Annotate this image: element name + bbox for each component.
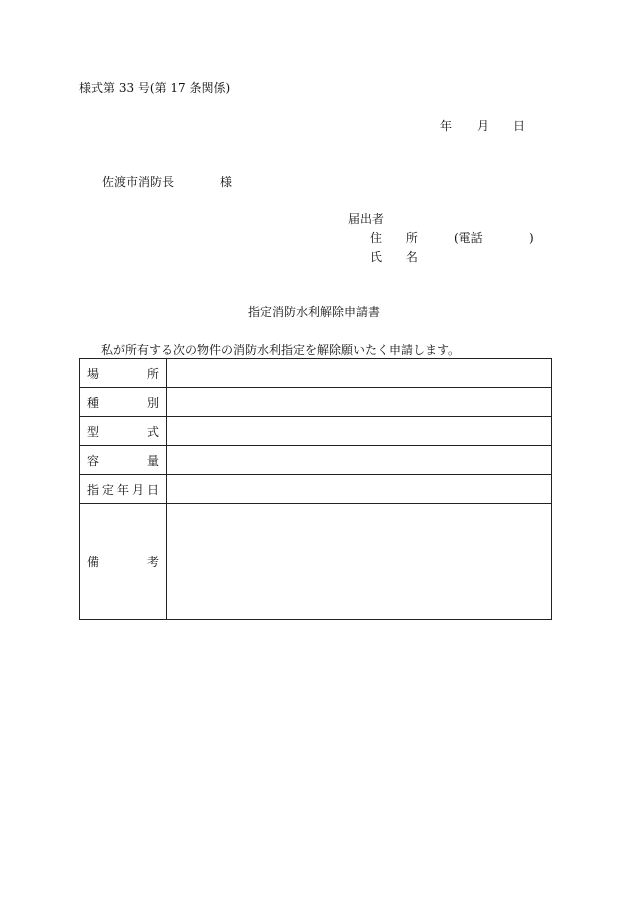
date-day-label: 日	[513, 119, 526, 133]
label-char: 型	[87, 424, 100, 439]
addressee-name: 佐渡市消防長	[102, 175, 175, 189]
document-title: 指定消防水利解除申請書	[248, 305, 381, 319]
date-year-label: 年	[440, 119, 453, 133]
label-location	[80, 359, 167, 388]
application-table	[79, 358, 552, 620]
value-location[interactable]	[167, 359, 552, 388]
label-char: 場	[87, 366, 100, 381]
value-model[interactable]	[167, 417, 552, 446]
table-row-location	[80, 359, 552, 388]
label-model	[80, 417, 167, 446]
label-char: 容	[87, 453, 100, 468]
addressee	[102, 175, 232, 189]
notifier-address-line	[370, 231, 534, 245]
label-char: 別	[146, 395, 159, 410]
label-char: 指	[87, 482, 100, 497]
date-line	[440, 119, 525, 133]
label-char: 種	[87, 395, 100, 410]
label-char: 日	[146, 482, 159, 497]
notifier-name-label: 氏 名	[370, 250, 428, 264]
label-char: 定	[101, 482, 114, 497]
form-number: 様式第 33 号(第 17 条関係)	[79, 81, 231, 95]
label-char: 量	[146, 453, 159, 468]
label-char: 月	[131, 482, 144, 497]
notifier-label: 届出者	[348, 212, 385, 226]
label-char: 所	[146, 366, 159, 381]
phone-open-label: (電話	[454, 231, 483, 245]
table-row-type	[80, 388, 552, 417]
phone-close-label: )	[529, 231, 534, 245]
label-capacity	[80, 446, 167, 475]
addressee-honorific: 様	[220, 175, 233, 189]
value-remarks[interactable]	[167, 504, 552, 620]
label-char: 年	[116, 482, 129, 497]
table-row-designation-date	[80, 475, 552, 504]
table-row-capacity	[80, 446, 552, 475]
label-designation-date	[80, 475, 167, 504]
label-char: 式	[146, 424, 159, 439]
label-char: 備	[87, 555, 100, 569]
date-month-label: 月	[477, 119, 490, 133]
table-row-model	[80, 417, 552, 446]
intro-statement: 私が所有する次の物件の消防水利指定を解除願いたく申請します。	[101, 343, 461, 357]
address-label: 住 所	[370, 231, 428, 245]
value-type[interactable]	[167, 388, 552, 417]
label-remarks	[80, 504, 167, 620]
value-designation-date[interactable]	[167, 475, 552, 504]
table-row-remarks	[80, 504, 552, 620]
label-char: 考	[146, 555, 159, 569]
value-capacity[interactable]	[167, 446, 552, 475]
label-type	[80, 388, 167, 417]
